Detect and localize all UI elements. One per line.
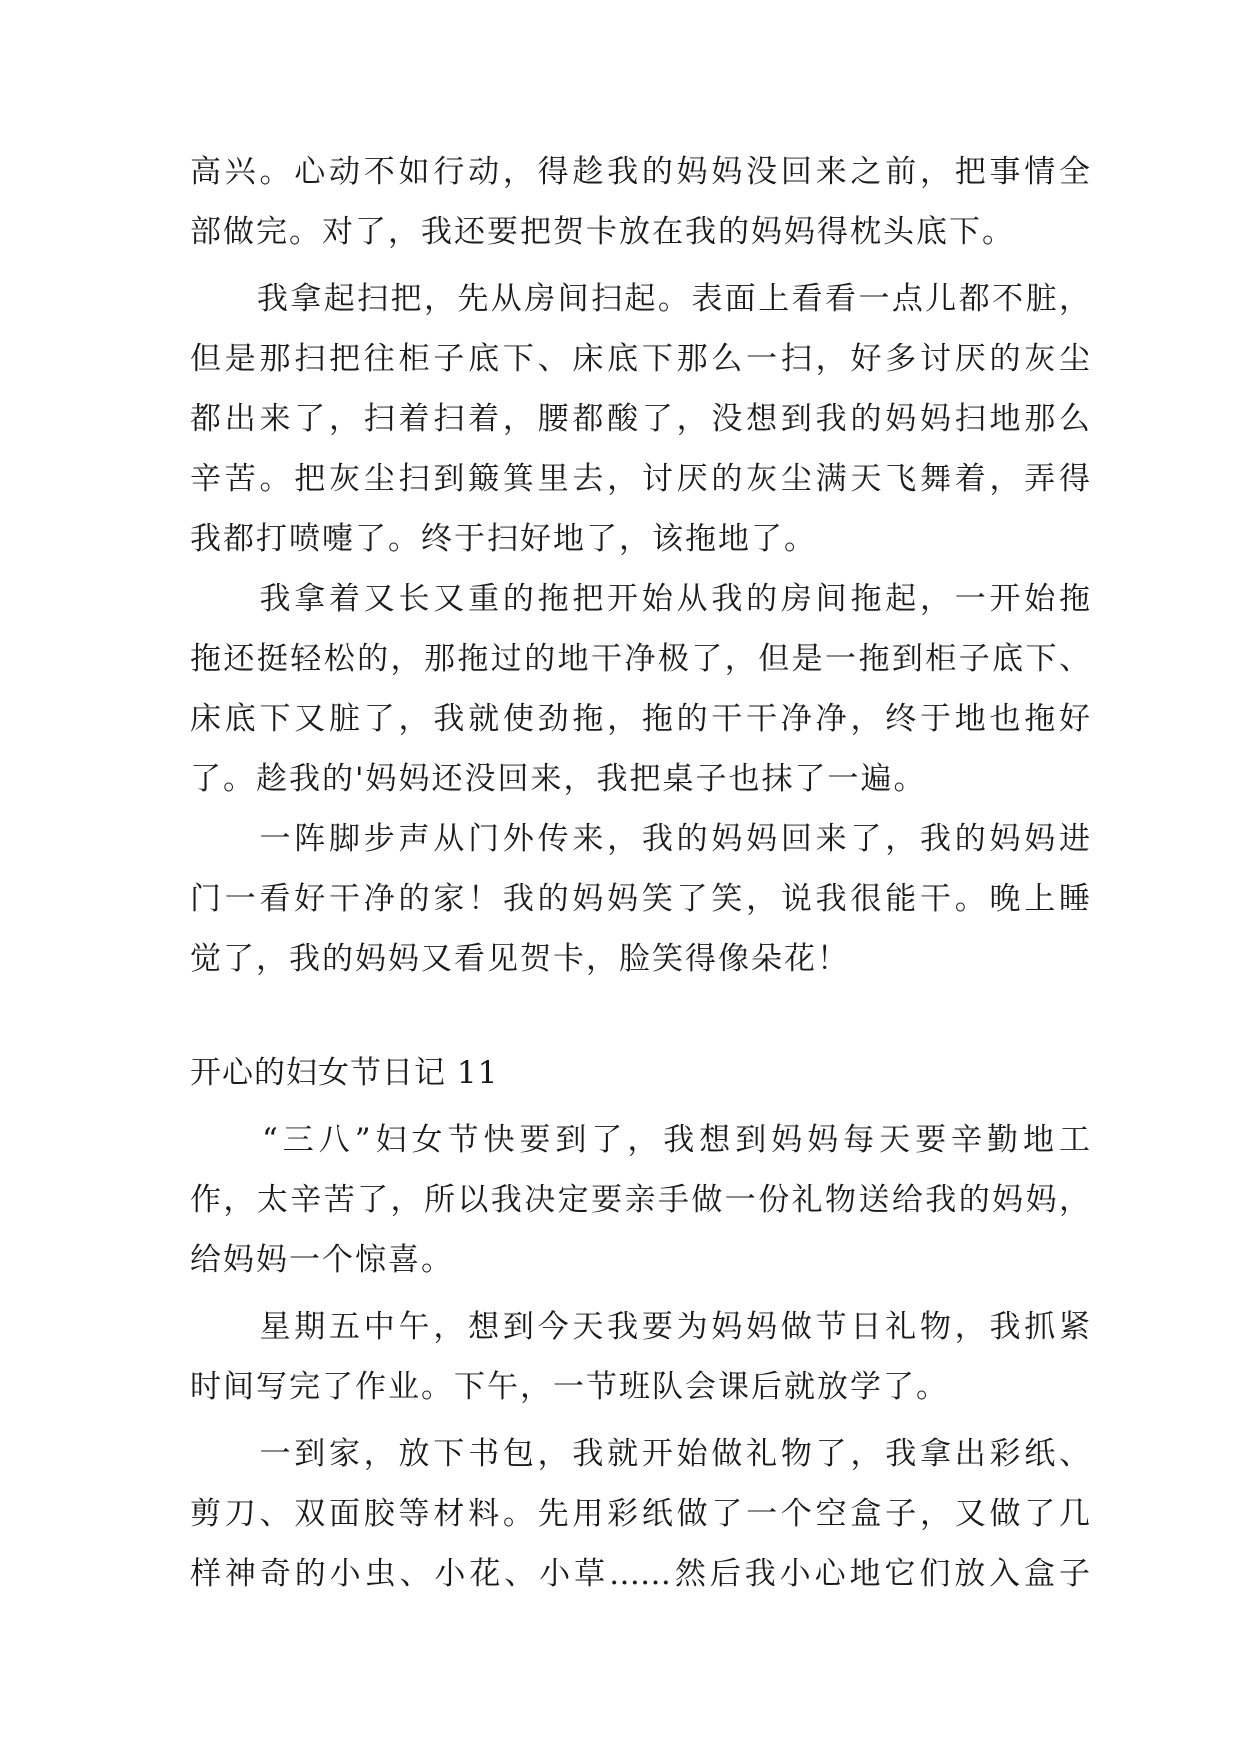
text-line: 时间写完了作业。下午，一节班队会课后就放学了。 [190, 1369, 949, 1405]
text-line: 一阵脚步声从门外传来，我的妈妈回来了，我的妈妈进 [190, 821, 1090, 857]
text-line: 都出来了，扫着扫着，腰都酸了，没想到我的妈妈扫地那么 [190, 401, 1090, 437]
text-line: 给妈妈一个惊喜。 [190, 1242, 454, 1278]
text-line: 了。趁我的'妈妈还没回来，我把桌子也抹了一遍。 [190, 761, 927, 797]
text-line: 样神奇的小虫、小花、小草……然后我小心地它们放入盒子 [190, 1556, 1090, 1592]
text-line: 我拿起扫把，先从房间扫起。表面上看看一点儿都不脏， [190, 281, 1090, 317]
text-line: 作，太辛苦了，所以我决定要亲手做一份礼物送给我的妈妈， [190, 1182, 1090, 1218]
section-heading: 开心的妇女节日记 11 [190, 1055, 499, 1091]
text-line: 辛苦。把灰尘扫到簸箕里去，讨厌的灰尘满天飞舞着，弄得 [190, 461, 1090, 497]
text-line: 一到家，放下书包，我就开始做礼物了，我拿出彩纸、 [190, 1436, 1090, 1472]
text-line: 但是那扫把往柜子底下、床底下那么一扫，好多讨厌的灰尘 [190, 341, 1090, 377]
text-line: 床底下又脏了，我就使劲拖，拖的干干净净，终于地也拖好 [190, 701, 1090, 737]
text-line: 高兴。心动不如行动，得趁我的妈妈没回来之前，把事情全 [190, 154, 1090, 190]
text-line: 门一看好干净的家！我的妈妈笑了笑，说我很能干。晚上睡 [190, 881, 1090, 917]
text-line: 剪刀、双面胶等材料。先用彩纸做了一个空盒子，又做了几 [190, 1496, 1090, 1532]
text-line: 觉了，我的妈妈又看见贺卡，脸笑得像朵花！ [190, 941, 850, 977]
text-line: 部做完。对了，我还要把贺卡放在我的妈妈得枕头底下。 [190, 214, 1015, 250]
text-line: “三八”妇女节快要到了，我想到妈妈每天要辛勤地工 [190, 1122, 1090, 1158]
text-line: 我拿着又长又重的拖把开始从我的房间拖起，一开始拖 [190, 581, 1090, 617]
text-line: 我都打喷嚏了。终于扫好地了，该拖地了。 [190, 521, 817, 557]
text-line: 拖还挺轻松的，那拖过的地干净极了，但是一拖到柜子底下、 [190, 641, 1090, 677]
text-line: 星期五中午，想到今天我要为妈妈做节日礼物，我抓紧 [190, 1309, 1090, 1345]
